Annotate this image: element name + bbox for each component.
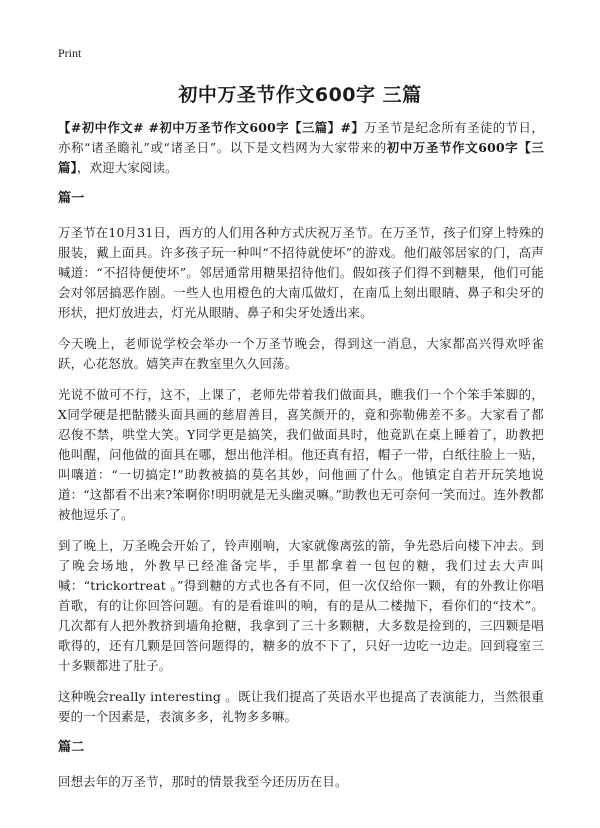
intro-title-bold: 初中万圣节作文600字【三篇】 xyxy=(58,140,544,175)
article-body xyxy=(58,118,544,803)
print-link[interactable]: Print xyxy=(58,46,82,60)
intro-paragraph xyxy=(58,118,544,178)
paragraph: 今天晚上，老师说学校会举办一个万圣节晚会，得到这一消息，大家都高兴得欢呼雀跃，心花怒放。嬉笑声在教室里久久回荡。 xyxy=(58,336,544,371)
paragraph: 万圣节在10月31日，西方的人们用各种方式庆祝万圣节。在万圣节，孩子们穿上特殊的服装，戴上面具。许多孩子玩一种叫“不招待就使坏”的游戏。他们敲邻居家的门，高声喊道：“不招待便使坏”。邻居通常用糖果招待他们。假如孩子们得不到糖果，他们可能会对邻居搞恶作剧。一些人也用橙色的大南瓜做灯，在南瓜上刻出眼睛、鼻子和尖牙的形状，把灯放进去，灯光从眼睛、鼻子和尖牙处透出来。 xyxy=(58,225,544,320)
intro-text: 万圣节是纪念所有圣徒的节日，亦称“诸圣瞻礼”或“诸圣日”。以下是文档网为大家带来的 xyxy=(58,120,544,155)
intro-tail: ，欢迎大家阅读。 xyxy=(76,160,178,175)
section-heading: 篇二 xyxy=(58,740,85,755)
paragraph: 回想去年的万圣节，那时的情景我至今还历历在目。 xyxy=(58,774,348,789)
paragraph: 光说不做可不行，这不，上课了，老师先带着我们做面具，瞧我们一个个笨手笨脚的，X同学硬是把骷髅头面具画的慈眉善目，喜笑颜开的，竟和弥勒佛差不多。大家看了都忍俊不禁，哄堂大笑。Y同学更是搞笑，我们做面具时，他竟趴在桌上睡着了，助教把他叫醒，问他做的面具在哪，想出他洋相。他还真有招，帽子一带，白纸往脸上一贴，叫嚷道：“一切搞定!”助教被搞的莫名其妙，问他画了什么。他镇定自若开玩笑地说道：“这都看不出来?笨啊你!明明就是无头幽灵嘛。”助教也无可奈何一笑而过。连外教都被他逗乐了。 xyxy=(58,387,544,522)
document-title: 初中万圣节作文600字 三篇 xyxy=(178,84,422,106)
paragraph: 这种晚会really interesting 。既让我们提高了英语水平也提高了表演能力，当然很重要的一个因素是，表演多多，礼物多多嘛。 xyxy=(58,689,544,724)
intro-tag-bold: 【#初中作文# #初中万圣节作文600字【三篇】#】 xyxy=(58,120,365,135)
section-heading: 篇一 xyxy=(58,191,85,206)
paragraph: 到了晚上，万圣晚会开始了，铃声刚响，大家就像离弦的箭，争先恐后向楼下冲去。到了晚会场地，外教早已经准备完毕，手里都拿着一包包的糖，我们过去大声叫喊：“trickortreat 。”得到糖的方式也各有不同，但一次仅给你一颗，有的外教让你唱首歌，有的让你回答问题。有的是看谁叫的响，有的是从二楼抛下，看你们的“技术”。几次都有人把外教挤到墙角抢糖，我拿到了三十多颗糖，大多数是捡到的，三四颗是唱歌得的，还有几颗是回答问题得的，糖多的放不下了，只好一边吃一边走。回到寝室三十多颗都进了肚子。 xyxy=(58,538,544,673)
